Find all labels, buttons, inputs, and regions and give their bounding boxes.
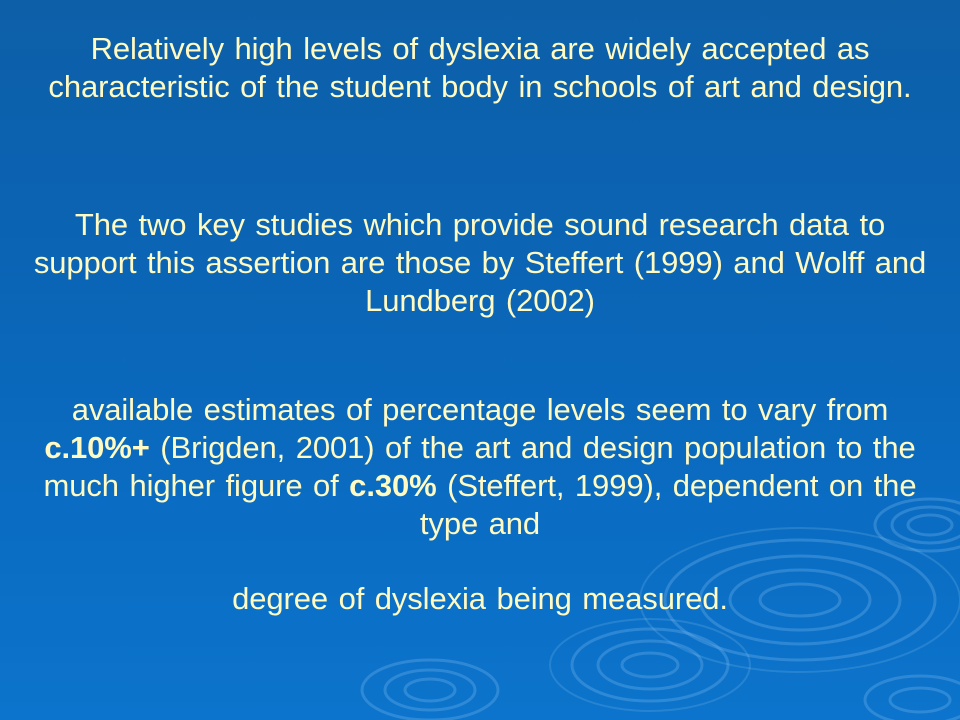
paragraph-conclusion bbox=[30, 580, 930, 618]
paragraph-estimates bbox=[30, 391, 930, 543]
paragraph-intro bbox=[30, 30, 930, 106]
estimates-text-part-3: (Steffert, 1999), dependent on the type and bbox=[419, 468, 917, 541]
paragraph-key-studies-text: The two key studies which provide sound research data to support this assertion are those by Steffert (1999) and Wolff and Lundberg (2002) bbox=[33, 207, 927, 318]
paragraph-intro-text: Relatively high levels of dyslexia are widely accepted as characteristic of the student body in schools of art and design. bbox=[48, 31, 912, 104]
paragraph-key-studies bbox=[30, 206, 930, 320]
estimates-text-part-2: (Brigden, 2001) of the art and design population to the much higher figure of bbox=[43, 430, 916, 503]
estimates-text-part-1: available estimates of percentage levels seem to vary from bbox=[71, 392, 889, 427]
estimate-value-low: c.10%+ bbox=[44, 430, 150, 465]
paragraph-conclusion-text: degree of dyslexia being measured. bbox=[232, 581, 728, 616]
estimate-value-high: c.30% bbox=[349, 468, 437, 503]
